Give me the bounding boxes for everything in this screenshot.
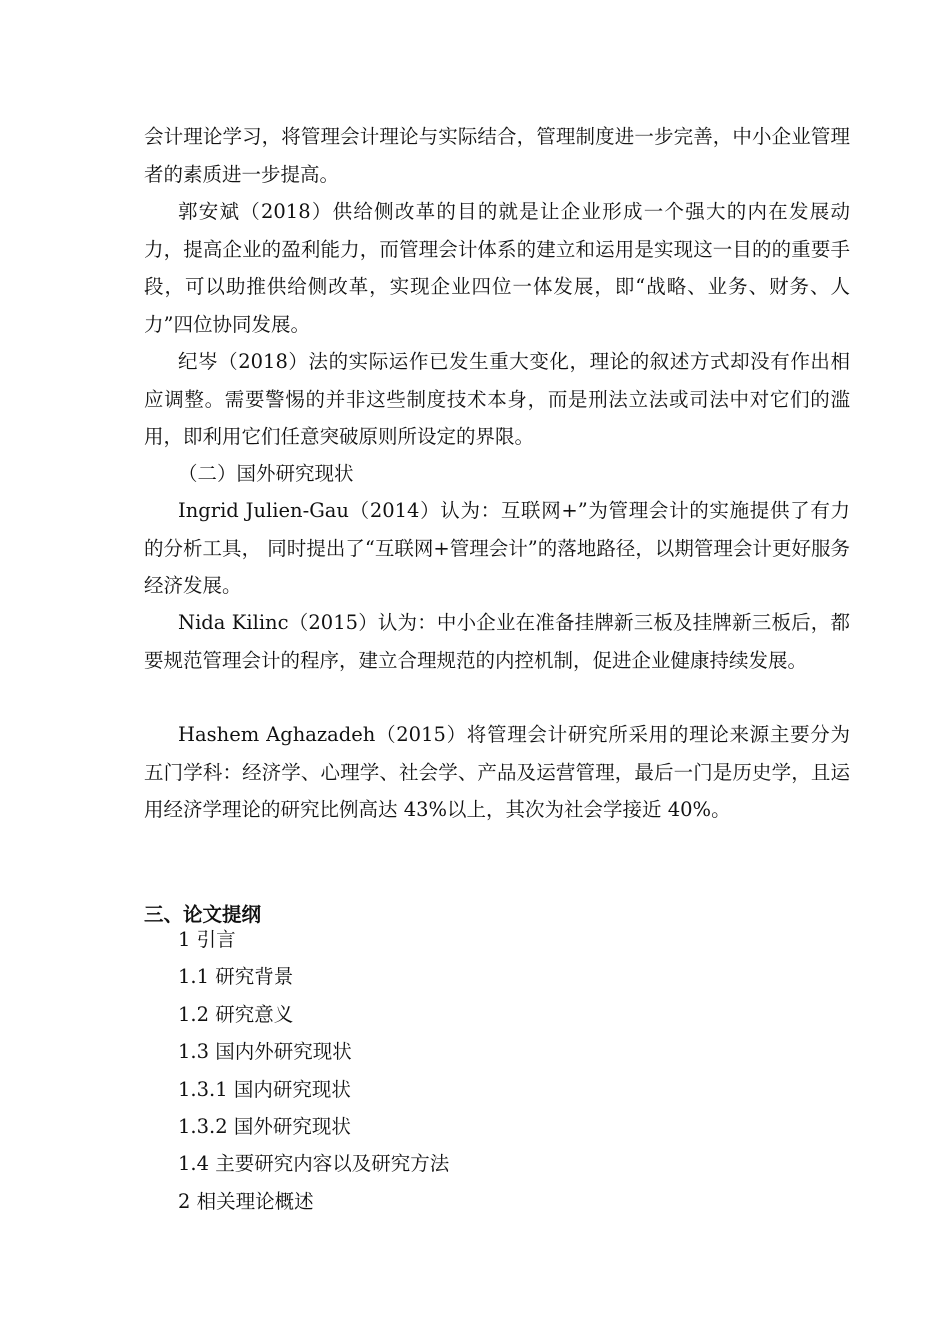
- paragraph-ingrid: Ingrid Julien-Gau（2014）认为：互联网+”为管理会计的实施提供了有力的分析工具， 同时提出了“互联网+管理会计”的落地路径，以期管理会计更好服务经济发展。: [144, 499, 850, 597]
- outline-item: 1.3.1 国内研究现状: [178, 1077, 351, 1101]
- paragraph-hashem: Hashem Aghazadeh（2015）将管理会计研究所采用的理论来源主要分为五门学科：经济学、心理学、社会学、产品及运营管理，最后一门是历史学，且运用经济学理论的研究比例高达 43%以上，其次为社会学接近 40%。: [144, 723, 850, 821]
- outline-item: 1 引言: [178, 928, 236, 951]
- paragraph-ji-cen: 纪岑（2018）法的实际运作已发生重大变化，理论的叙述方式却没有作出相应调整。需要警惕的并非这些制度技术本身，而是刑法立法或司法中对它们的滥用，即利用它们任意突破原则所设定的界限。: [144, 350, 850, 448]
- outline-item: 1.3.2 国外研究现状: [178, 1115, 351, 1139]
- outline-item: 2 相关理论概述: [178, 1189, 314, 1213]
- outline-item: 1.1 研究背景: [178, 965, 294, 989]
- outline-item: 1.3 国内外研究现状: [178, 1040, 352, 1064]
- section-heading-outline: 三、论文提纲: [144, 903, 262, 926]
- outline-item: 1.4 主要研究内容以及研究方法: [178, 1152, 450, 1176]
- paragraph-nida-kilinc: Nida Kilinc（2015）认为：中小企业在准备挂牌新三板及挂牌新三板后，都要规范管理会计的程序，建立合理规范的内控机制，促进企业健康持续发展。: [144, 611, 850, 672]
- paragraph-continuation: 会计理论学习，将管理会计理论与实际结合，管理制度进一步完善，中小企业管理者的素质进一步提高。: [144, 125, 850, 186]
- paragraph-guo-anbin: 郭安斌（2018）供给侧改革的目的就是让企业形成一个强大的内在发展动力，提高企业的盈利能力，而管理会计体系的建立和运用是实现这一目的的重要手段，可以助推供给侧改革，实现企业四位一体发展，即“战略、业务、财务、人力”四位协同发展。: [144, 200, 850, 336]
- outline-item: 1.2 研究意义: [178, 1002, 294, 1026]
- outline-list: [178, 921, 449, 1220]
- sub-heading-foreign-research: （二）国外研究现状: [178, 462, 354, 485]
